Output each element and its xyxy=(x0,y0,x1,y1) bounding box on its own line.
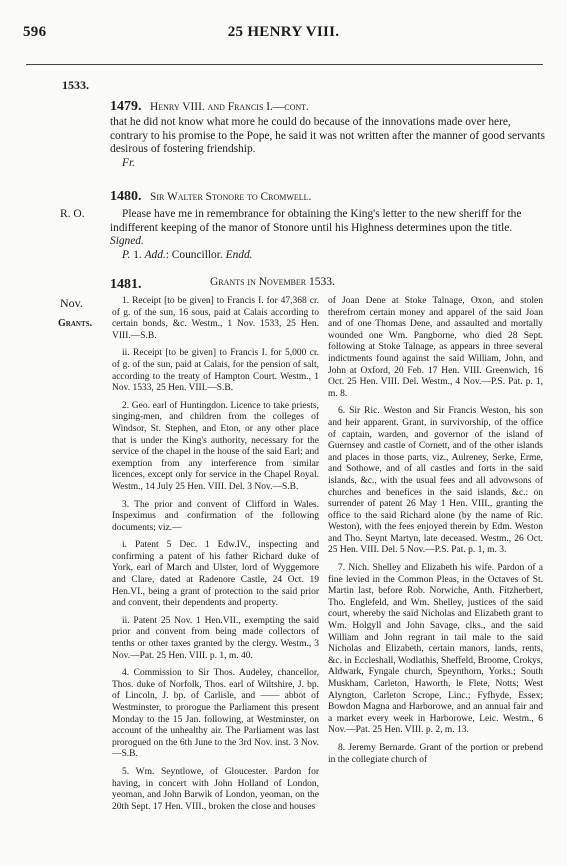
grant-paragraph: 2. Geo. earl of Huntingdon. Licence to take priests, singing-men, and children from the colleges of Windsor, St. Stephen, and Eton, or any other place that is under the King's authority, necessary for the service of the chapel in the house of the said Earl; and exemption from any interference from similar licences, except only for service in the Chapel Royal. Westm., 14 July 25 Hen. VIII. Del. 3 Nov.—S.B. xyxy=(112,400,319,492)
grant-paragraph: ii. Patent 25 Nov. 1 Hen.VII., exempting the said prior and convent from being made collectors of tenths or other taxes granted by the clergy. Westm., 3 Nov.—Pat. 25 Hen. VIII. p. 1, m. 40. xyxy=(112,615,319,661)
grant-paragraph: 7. Nich. Shelley and Elizabeth his wife. Pardon of a fine levied in the Common Pleas, in the Octaves of St. Martin last, before Rob. Norwiche, Anth. Fitzherbert, Tho. Englefeld, and Wm. Shelley, justices of the said court, whereby the said Nicholas and Elizabeth grant to Wm. Holgyll and John Savage, clks., and the said William and John regrant in tail male to the said Nicholas and Elizabeth, certain manors, lands, rents, &c. in Eccleshall, Wodlathis, Sheffeld, Broome, Crokys, Aldwark, Fyngale church, Speynthorn, Yorks.; South Muskham, Carleton, Haworth, le Flete, Notts; West Alyngton, Carleton Scrope, Linc.; Fyfhyde, Essex; Bowdon Magna and Harborowe, and an annual fair and a market every week in Harborowe, Leic. Westm., 6 Nov.—Pat. 25 Hen. VIII. p. 2, m. 13. xyxy=(328,563,543,736)
entry-meta: P. 1. Add.: Councillor. Endd. xyxy=(122,249,253,262)
left-column xyxy=(112,296,319,819)
grant-paragraph: 6. Sir Ric. Weston and Sir Francis Weston, his son and heir apparent. Grant, in survivorship, of the office of captain, warden, and governor of the island of Guernsey and castle of Cornett, and of the other islands and places in those parts, viz., Aulreney, Serke, Erme, and Sothowe, and of all castles and forts in the said islands, &c., with the usual fees and all advowsons of churches and benefices in the said islands, &c.: on surrender of patent 26 May 1 Hen. VIII., granting the office to the said Richard alone (by the name of Ric. Weston), with the fees enjoyed therein by Edm. Weston and Tho. Seynt Martyn, late deceased. Westm., 26 Oct. 25 Hen. VIII. Del. 5 Nov.—P.S. Pat. p. 1, m. 3. xyxy=(328,406,543,556)
entry-number: 1481. xyxy=(110,277,142,292)
entry-title: Henry VIII. and Francis I.—cont. xyxy=(150,101,309,113)
grant-paragraph: 1. Receipt [to be given] to Francis I. for 47,368 cr. of g. of the sun, 16 sous, paid at Calais according to certain bonds, &c. Westm., 1 Nov. 1533, 25 Hen. VIII.—S.B. xyxy=(112,296,319,341)
record-office-side-note: R. O. xyxy=(60,208,85,220)
page-number: 596 xyxy=(23,24,47,40)
entry-1480 xyxy=(110,190,545,263)
entry-note: Fr. xyxy=(122,157,135,170)
signed-note: Signed. xyxy=(110,235,144,248)
entry-title: Sir Walter Stonore to Cromwell. xyxy=(150,191,312,203)
right-column xyxy=(328,296,543,772)
header-rule xyxy=(26,64,543,65)
entry-number: 1479. xyxy=(110,99,142,114)
grant-paragraph: ii. Receipt [to be given] to Francis I. for 5,000 cr. of g. of the sun, paid at Calais, for the pension of salt, according to the treaty of Hampton Court. Westm., 1 Nov. 1533, 25 Hen. VIII.—S.B. xyxy=(112,348,319,394)
running-title: 25 HENRY VIII. xyxy=(227,24,340,40)
side-month: Nov. xyxy=(60,296,83,310)
margin-year: 1533. xyxy=(62,78,89,92)
entry-text: Please have me in remembrance for obtaining the King's letter to the new sheriff for the indifferent keeping of the manor of Stonore until his Highness determines upon the title. Signed. xyxy=(110,207,522,248)
grant-paragraph: 4. Commission to Sir Thos. Audeley, chancellor, Thos. duke of Norfolk, Thos. earl of Wiltshire, J. bp. of Lincoln, J. bp. of Carlisle, and —— abbot of Westminster, to prorogue the Parliament this present Monday to the 15 Jan. following, at Westminster, on account of the unhealthy air. The Parliament was last prorogued on the 6th June to the 3rd Nov. inst. 3 Nov.—S.B. xyxy=(112,668,319,760)
grant-paragraph: 5. Wm. Seyntlowe, of Gloucester. Pardon for having, in concert with John Holland of London, yeoman, and John Barwik of London, yeoman, on the 20th Sept. 17 Hen. VIII., broken the close and houses xyxy=(112,766,319,812)
grant-paragraph: i. Patent 5 Dec. 1 Edw.IV., inspecting and confirming a patent of his father Richard duke of York, earl of March and Ulster, lord of Wyggemore and Clare, dated at Radenore Castle, 24 Oct. 19 Hen.VI., being a grant of protection to the said prior and convent, their dependents and property. xyxy=(112,540,319,609)
grant-paragraph: 3. The prior and convent of Clifford in Wales. Inspeximus and confirmation of the following documents; viz.— xyxy=(112,499,319,533)
grant-paragraph: of Joan Dene at Stoke Talnage, Oxon, and stolen therefrom certain money and apparel of the said Joan and of one Thomas Dene, and assaulted and mortally wounded one Wm. Pangborne, who died 28 Sept. following at Stoke Talnage, as appears in three several indictments found against the said William, John, and John at Oxford, 20 Feb. 17 Hen. VIII. Greenwich, 16 Oct. 25 Hen. VIII. Del. Westm., 4 Nov.—P.S. Pat. p. 1, m. 8. xyxy=(328,296,543,399)
entry-number: 1480. xyxy=(110,189,142,204)
entry-1481-heading xyxy=(110,275,545,293)
side-label: Grants. xyxy=(58,318,93,329)
entry-title: Grants in November 1533. xyxy=(210,276,335,288)
entry-text: that he did not know what more he could do because of the innovations made over here, contrary to his promise to the Pope, he said it was not written after the manner of good servants desirous of fostering friendship. xyxy=(110,115,545,156)
grant-paragraph: 8. Jeremy Bernarde. Grant of the portion or prebend in the collegiate church of xyxy=(328,742,543,765)
entry-1479 xyxy=(110,100,545,171)
